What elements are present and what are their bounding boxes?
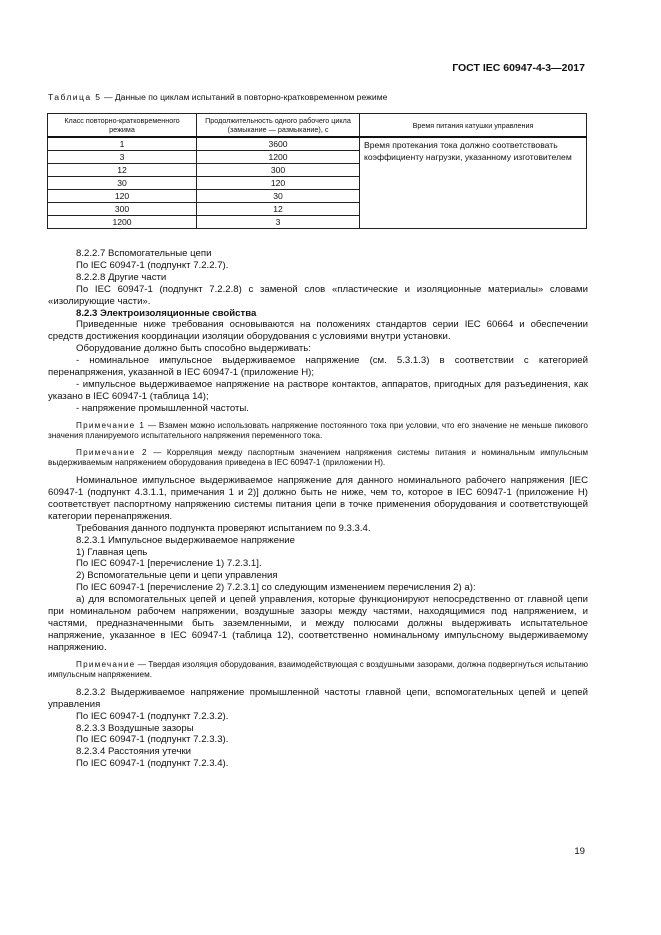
note-label: Примечание (76, 659, 136, 669)
list-item: 2) Вспомогательные цепи и цепи управления (76, 570, 278, 582)
page-number: 19 (574, 846, 585, 857)
paragraph: По IEC 60947-1 (подпункт 7.2.2.8) с заменой слов «пластические и изоляционные материалы» словами «изолирующие части». (48, 283, 588, 307)
note-label: Примечание 2 (76, 447, 148, 457)
note-2 (48, 448, 588, 469)
cell-duration: 1200 (197, 151, 360, 164)
cell-duration: 3 (197, 216, 360, 229)
paragraph: а) для вспомогательных цепей и цепей управления, которые функционируют непосредственно от главной цепи при номинальном рабочем напряжении, воздушные зазоры между частями, находящимися под напряжением, и частями, предназначенными быть заземленными, и между полюсами должны выдерживать испытательное напряжение, указанное в IEC 60947-1 (таблица 12), соответственно номинальному импульсному выдерживаемому напряжению. (48, 594, 588, 653)
col-header-class: Класс повторно-кратковременного режима (48, 114, 197, 138)
cell-class: 120 (48, 190, 197, 203)
note-3 (48, 660, 588, 681)
paragraph: По IEC 60947-1 (подпункт 7.2.2.7). (76, 259, 229, 271)
cycle-data-table (47, 113, 587, 229)
cell-class: 12 (48, 164, 197, 177)
paragraph: Приведенные ниже требования основываются на положениях стандартов серии IEC 60664 и обеспечении средств достижения координации изоляции оборудования с условиями внутри установки. (48, 319, 588, 343)
note-text: — Корреляция между паспортным значением напряжения системы питания и номинальным импульсным выдерживаемым напряжением оборудования приведена в IEC 60947-1 (приложении Н). (48, 447, 589, 468)
list-item: - импульсное выдерживаемое напряжение на растворе контактов, аппаратов, пригодных для разъединения, как указано в IEC 60947-1 (таблица 14); (48, 378, 588, 402)
cell-class: 1 (48, 137, 197, 151)
subsection-heading: 8.2.3.2 Выдерживаемое напряжение промышленной частоты главной цепи, вспомогательных цепей и цепей управления (48, 686, 588, 710)
cell-coil-time-note: Время протекания тока должно соответствовать коэффициенту нагрузки, указанному изготовителем (360, 137, 587, 229)
table-header-row (48, 114, 587, 138)
body-text (48, 248, 588, 770)
note-text: — Твердая изоляция оборудования, взаимодействующая с воздушными зазорами, должна подвергнуться испытанию импульсным напряжением. (48, 659, 589, 680)
cell-duration: 3600 (197, 137, 360, 151)
list-item: - напряжение промышленной частоты. (76, 402, 249, 414)
paragraph: По IEC 60947-1 (подпункт 7.2.3.3). (76, 734, 229, 746)
paragraph: По IEC 60947-1 (подпункт 7.2.3.2). (76, 710, 229, 722)
cell-class: 30 (48, 177, 197, 190)
paragraph: Номинальное импульсное выдерживаемое напряжение для данного номинального рабочего напряжения [IEC 60947-1 (подпункт 4.3.1.1, примечания 1 и 2)] должно быть не ниже, чем то, которое в IEC 60947-1 (приложение Н) соответствует паспортному напряжению системы питания цепи в точке применения оборудования и соответствующей категории перенапряжения. (48, 475, 588, 522)
standard-header: ГОСТ IEC 60947-4-3—2017 (452, 62, 585, 74)
paragraph: Оборудование должно быть способно выдерживать: (76, 343, 311, 355)
table-caption-label: Таблица 5 (48, 92, 102, 102)
note-text: — Взамен можно использовать напряжение постоянного тока при условии, что его значение не меньше пикового значения планируемого испытательного напряжения переменного тока. (48, 420, 588, 441)
section-heading: 8.2.3 Электроизоляционные свойства (76, 307, 257, 319)
table-caption-text: Данные по циклам испытаний в повторно-кратковременном режиме (114, 92, 388, 102)
table-caption (48, 92, 588, 102)
cell-duration: 30 (197, 190, 360, 203)
col-header-duration: Продолжительность одного рабочего цикла (замыкание — размыкание), с (197, 114, 360, 138)
subsection-heading: 8.2.2.8 Другие части (76, 271, 167, 283)
col-header-coil-time: Время питания катушки управления (360, 114, 587, 138)
subsection-heading: 8.2.2.7 Вспомогательные цепи (76, 248, 212, 259)
cell-duration: 120 (197, 177, 360, 190)
paragraph: По IEC 60947-1 [перечисление 1) 7.2.3.1]. (76, 558, 262, 570)
cell-class: 300 (48, 203, 197, 216)
paragraph: По IEC 60947-1 (подпункт 7.2.3.4). (76, 758, 229, 770)
cell-class: 3 (48, 151, 197, 164)
note-1 (48, 421, 588, 442)
paragraph: По IEC 60947-1 [перечисление 2) 7.2.3.1] со следующим изменением перечисления 2) а): (76, 582, 476, 594)
subsection-heading: 8.2.3.4 Расстояния утечки (76, 746, 192, 758)
subsection-heading: 8.2.3.1 Импульсное выдерживаемое напряжение (76, 534, 295, 546)
subsection-heading: 8.2.3.3 Воздушные зазоры (76, 722, 194, 734)
cell-duration: 300 (197, 164, 360, 177)
list-item: - номинальное импульсное выдерживаемое напряжение (см. 5.3.1.3) в соответствии с категорией перенапряжения, указанной в IEC 60947-1 (приложение Н); (48, 355, 588, 379)
list-item: 1) Главная цепь (76, 546, 148, 558)
paragraph: Требования данного подпункта проверяют испытанием по 9.3.3.4. (76, 522, 371, 534)
cell-class: 1200 (48, 216, 197, 229)
cell-duration: 12 (197, 203, 360, 216)
table-caption-dash: — (103, 92, 113, 102)
note-label: Примечание 1 (76, 420, 146, 430)
table-row (48, 137, 587, 151)
